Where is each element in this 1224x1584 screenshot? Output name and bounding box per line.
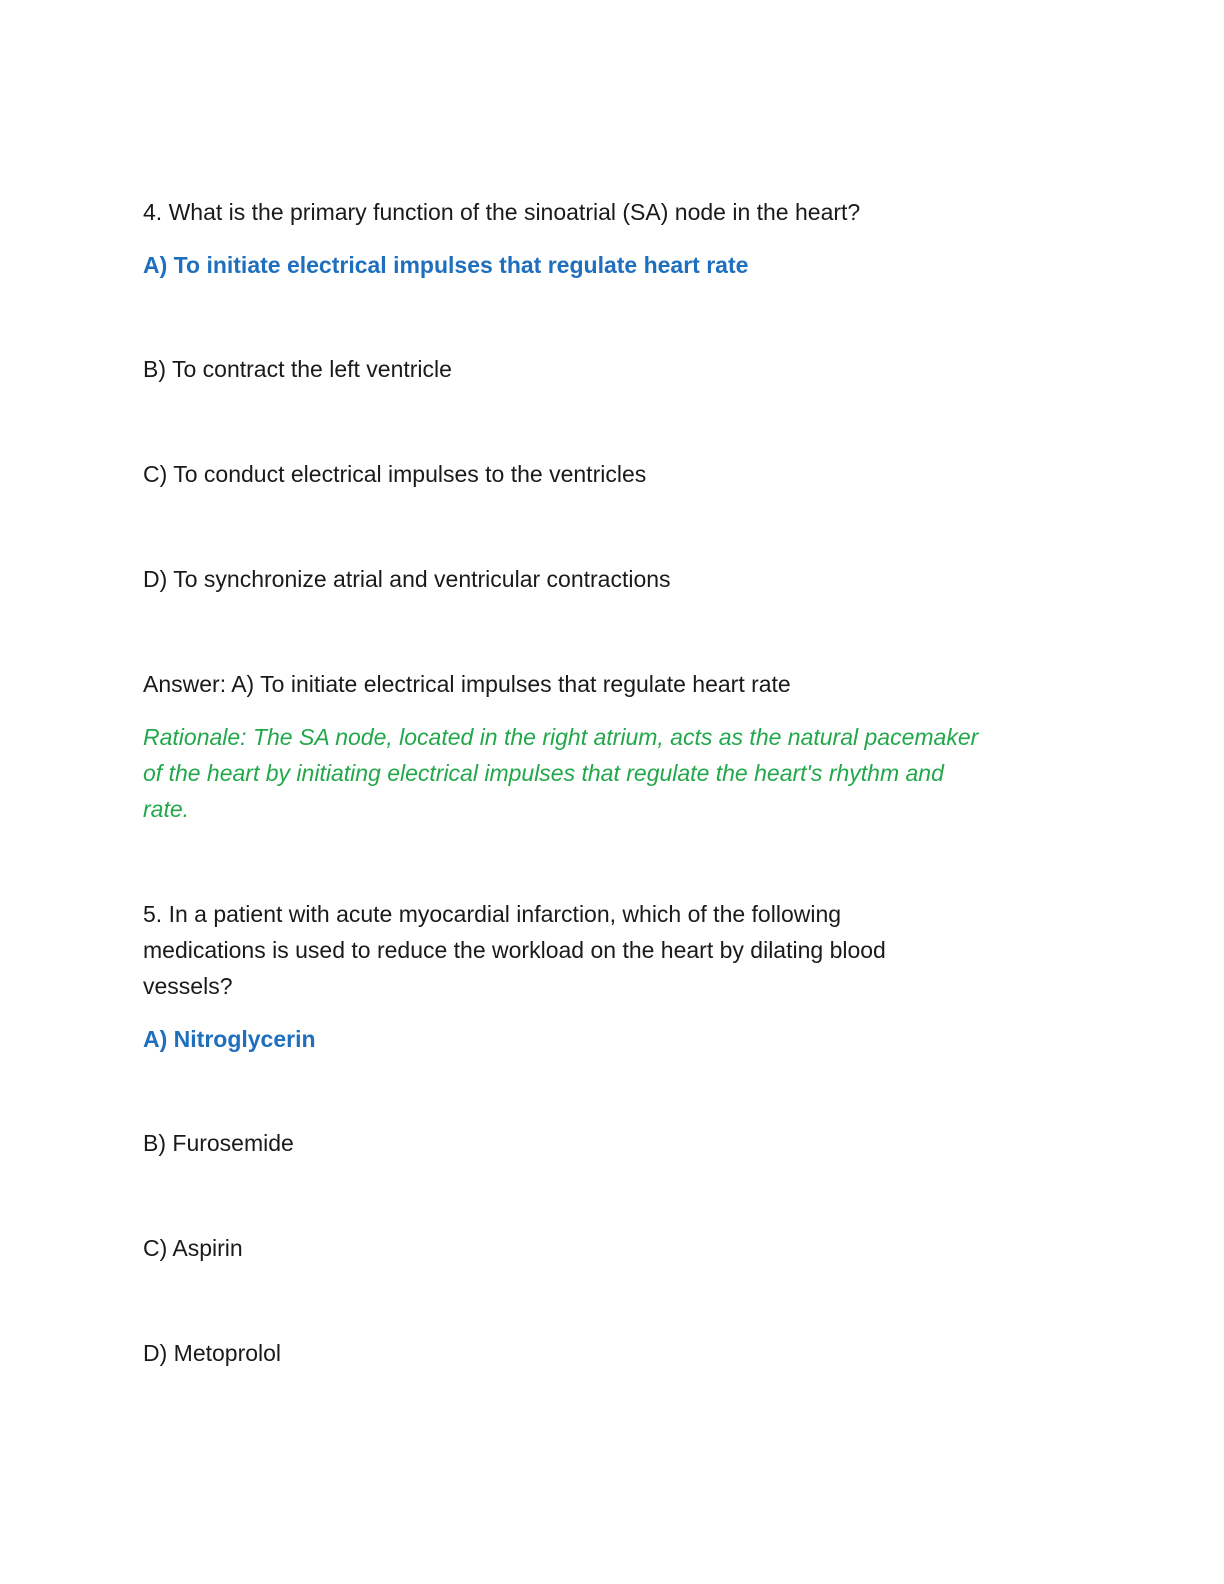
question-4-answer: Answer: A) To initiate electrical impulses that regulate heart rate [143, 671, 791, 697]
question-5-option-b: B) Furosemide [143, 1130, 294, 1156]
question-4-prompt: 4. What is the primary function of the sinoatrial (SA) node in the heart? [143, 199, 861, 225]
question-5-option-a-correct: A) Nitroglycerin [143, 1026, 316, 1052]
question-4-option-a-correct: A) To initiate electrical impulses that regulate heart rate [143, 252, 749, 278]
question-4-option-c: C) To conduct electrical impulses to the ventricles [143, 461, 647, 487]
question-4-rationale-line-3: rate. [143, 796, 190, 822]
question-5-prompt-line-2: medications is used to reduce the workload on the heart by dilating blood [143, 937, 886, 963]
question-4-rationale-line-2: of the heart by initiating electrical impulses that regulate the heart's rhythm and [143, 760, 944, 786]
question-4-option-b: B) To contract the left ventricle [143, 356, 452, 382]
question-5-prompt-line-1: 5. In a patient with acute myocardial infarction, which of the following [143, 901, 842, 927]
question-5-option-c: C) Aspirin [143, 1235, 243, 1261]
question-4-rationale-line-1: Rationale: The SA node, located in the right atrium, acts as the natural pacemaker [143, 724, 979, 750]
question-4-option-d: D) To synchronize atrial and ventricular contractions [143, 566, 671, 592]
question-5-option-d: D) Metoprolol [143, 1340, 282, 1366]
question-5-prompt-line-3: vessels? [143, 973, 233, 999]
